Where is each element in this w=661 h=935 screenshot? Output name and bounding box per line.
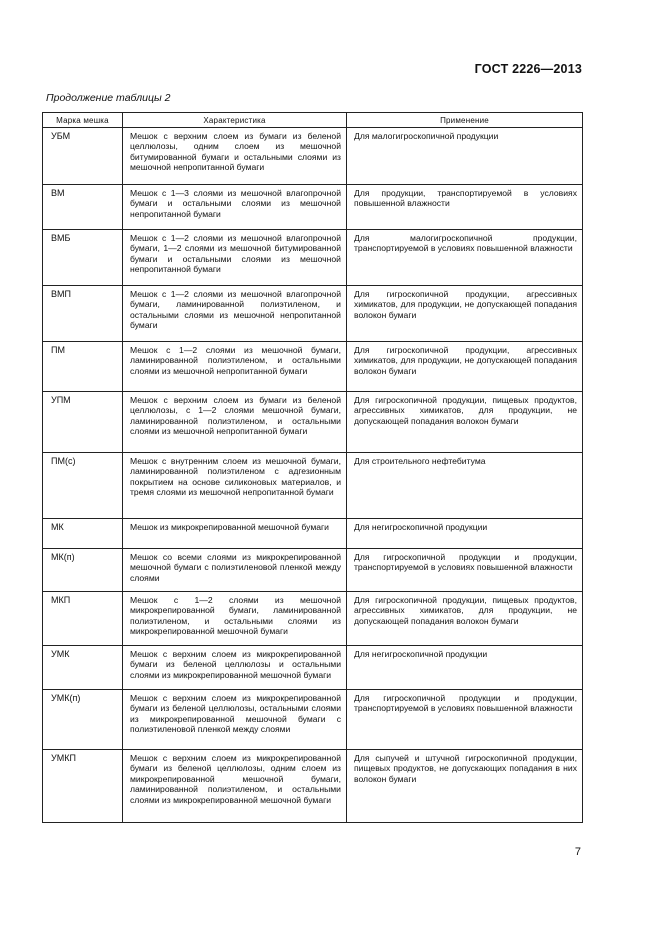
table-row bbox=[43, 128, 583, 185]
cell-application: Для гигроскопичной продукции, пищевых продуктов, агрессивных химикатов, для продукции, не допускающей попадания волокон бумаги bbox=[347, 592, 583, 646]
cell-application: Для гигроскопичной продукции, агрессивных химикатов, для продукции, не допускающей попадания волокон бумаги bbox=[347, 342, 583, 392]
cell-application: Для гигроскопичной продукции и продукции, транспортируемой в условиях повышенной влажности bbox=[347, 690, 583, 750]
cell-application: Для гигроскопичной продукции и продукции, транспортируемой в условиях повышенной влажности bbox=[347, 549, 583, 592]
cell-application: Для гигроскопичной продукции, агрессивных химикатов, для продукции, не допускающей попадания волокон бумаги bbox=[347, 286, 583, 342]
column-header-mark: Марка мешка bbox=[43, 113, 123, 128]
column-header-description: Характеристика bbox=[123, 113, 347, 128]
cell-description: Мешок с верхним слоем из бумаги из беленой целлюлозы, одним слоем из мешочной битумированной бумаги и остальными слоями из мешочной непропитанной бумаги bbox=[123, 128, 347, 185]
cell-mark: МК(п) bbox=[43, 549, 123, 592]
cell-application: Для негигроскопичной продукции bbox=[347, 646, 583, 690]
table-row bbox=[43, 549, 583, 592]
table-row bbox=[43, 519, 583, 549]
cell-mark: ВМП bbox=[43, 286, 123, 342]
cell-description: Мешок с верхним слоем из микрокрепированной бумаги из беленой целлюлозы, одним слоем из микрокрепированной мешочной бумаги, ламинированной полиэтиленом, и остальными слоями из микрокрепированной мешочной бумаги bbox=[123, 750, 347, 823]
cell-mark: УПМ bbox=[43, 392, 123, 453]
cell-description: Мешок с верхним слоем из микрокрепированной бумаги из беленой целлюлозы и остальными слоями из микрокрепированной мешочной бумаги bbox=[123, 646, 347, 690]
cell-mark: УБМ bbox=[43, 128, 123, 185]
page-number: 7 bbox=[574, 846, 581, 858]
table-header-row bbox=[43, 113, 583, 128]
cell-mark: ПМ bbox=[43, 342, 123, 392]
cell-description: Мешок с 1—2 слоями из мешочной бумаги, ламинированной полиэтиленом, и остальными слоями из мешочной непропитанной бумаги bbox=[123, 342, 347, 392]
cell-description: Мешок с 1—2 слоями из мешочной микрокрепированной бумаги, ламинированной полиэтиленом, и остальными слоями из микрокрепированной мешочной бумаги bbox=[123, 592, 347, 646]
cell-application: Для малогигроскопичной продукции, транспортируемой в условиях повышенной влажности bbox=[347, 230, 583, 286]
table-row bbox=[43, 592, 583, 646]
cell-application: Для гигроскопичной продукции, пищевых продуктов, агрессивных химикатов, для продукции, не допускающей попадания волокон бумаги bbox=[347, 392, 583, 453]
table-row bbox=[43, 690, 583, 750]
column-header-application: Применение bbox=[347, 113, 583, 128]
table-caption: Продолжение таблицы 2 bbox=[46, 92, 171, 104]
cell-application: Для негигроскопичной продукции bbox=[347, 519, 583, 549]
table-row bbox=[43, 392, 583, 453]
standard-code: ГОСТ 2226—2013 bbox=[474, 62, 582, 76]
cell-application: Для малогигроскопичной продукции bbox=[347, 128, 583, 185]
table-row bbox=[43, 646, 583, 690]
bag-marking-table bbox=[42, 112, 583, 823]
cell-description: Мешок с 1—2 слоями из мешочной влагопрочной бумаги, ламинированной полиэтиленом, и остальными слоями из мешочной непропитанной бумаги bbox=[123, 286, 347, 342]
table-row bbox=[43, 230, 583, 286]
cell-application: Для продукции, транспортируемой в условиях повышенной влажности bbox=[347, 185, 583, 230]
table-row bbox=[43, 185, 583, 230]
cell-mark: МК bbox=[43, 519, 123, 549]
cell-mark: ВМ bbox=[43, 185, 123, 230]
cell-mark: УМК(п) bbox=[43, 690, 123, 750]
cell-mark: УМКП bbox=[43, 750, 123, 823]
cell-mark: ВМБ bbox=[43, 230, 123, 286]
cell-description: Мешок с верхним слоем из микрокрепированной бумаги из беленой целлюлозы, остальными слоями из микрокрепированной мешочной бумаги с полиэтиленовой пленкой между слоями bbox=[123, 690, 347, 750]
table-row bbox=[43, 453, 583, 519]
cell-mark: ПМ(с) bbox=[43, 453, 123, 519]
cell-description: Мешок с внутренним слоем из мешочной бумаги, ламинированной полиэтиленом с адгезионным покрытием на основе силиконовых материалов, и тремя слоями из мешочной непропитанной бумаги bbox=[123, 453, 347, 519]
cell-description: Мешок с 1—3 слоями из мешочной влагопрочной бумаги и остальными слоями из мешочной непропитанной бумаги bbox=[123, 185, 347, 230]
cell-mark: МКП bbox=[43, 592, 123, 646]
cell-description: Мешок со всеми слоями из микрокрепированной мешочной бумаги с полиэтиленовой пленкой между слоями bbox=[123, 549, 347, 592]
cell-description: Мешок с 1—2 слоями из мешочной влагопрочной бумаги, 1—2 слоями из мешочной битумированной бумаги и остальными слоями из мешочной непропитанной бумаги bbox=[123, 230, 347, 286]
cell-application: Для строительного нефтебитума bbox=[347, 453, 583, 519]
cell-application: Для сыпучей и штучной гигроскопичной продукции, пищевых продуктов, не допускающих попадания в них волокон бумаги bbox=[347, 750, 583, 823]
table-row bbox=[43, 286, 583, 342]
cell-description: Мешок из микрокрепированной мешочной бумаги bbox=[123, 519, 347, 549]
cell-description: Мешок с верхним слоем из бумаги из беленой целлюлозы, с 1—2 слоями мешочной бумаги, ламинированной полиэтиленом, и остальными слоями из мешочной непропитанной бумаги bbox=[123, 392, 347, 453]
table-row bbox=[43, 750, 583, 823]
cell-mark: УМК bbox=[43, 646, 123, 690]
table-row bbox=[43, 342, 583, 392]
